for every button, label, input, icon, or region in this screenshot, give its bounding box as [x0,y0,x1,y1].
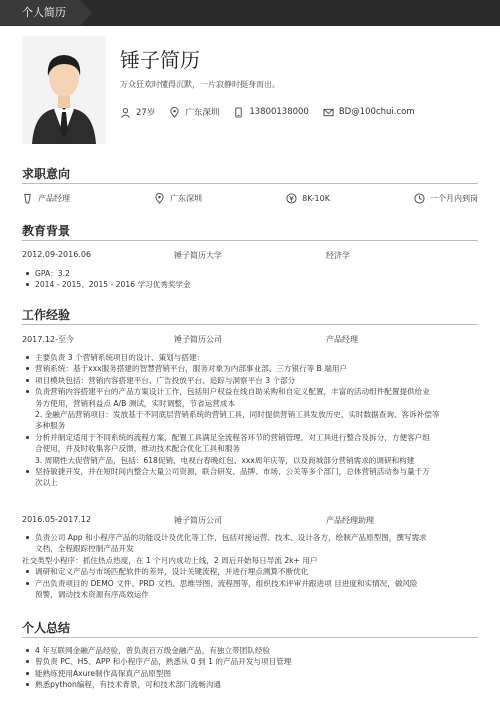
education-section-title: 教育背景 [22,224,71,238]
phone-item [233,107,309,118]
email-item [323,107,415,118]
list-item: 负责营销内容搭建平台的产品方案设计工作，包括用户权益在线自助采购和自定义配置，丰富的活动组件配置提供给业 [22,386,478,397]
intent-salary-text: 8K-10K [302,194,330,203]
money-icon [286,193,297,204]
work-section-title: 工作经验 [22,308,71,322]
profile-tagline: 万众狂欢时懂得沉默，一片寂静时挺身而出。 [120,80,280,89]
job-role: 产品经理 [326,335,358,344]
list-item: 合使用，并及时收集客户反馈，推动技术配合优化工具和服务 [35,444,241,454]
divider [22,183,478,184]
age-text: 27岁 [136,108,156,118]
intent-position [22,193,70,204]
list-item: 坚持敏捷开发，并在短时间内整合大量公司资源，联合研发、品牌、市场、公关等多个部门，总体营销活动参与量千万 [22,466,478,477]
list-item: 产出负责项目的 DEMO 文件、PRD 文档、思维导图、流程图等，组织技术评审并跟进项 目进度和实情况，做风险 [22,578,478,589]
job-period: 2017.12-至今 [22,335,74,344]
list-item: 项目模块包括：营销内容搭建平台、广告投放平台、追踪与洞察平台 3 个部分 [22,375,478,386]
job-role: 产品经理助理 [326,516,374,525]
list-item: 次以上 [35,478,58,488]
list-item: 主要负责 3 个营销系统项目的设计、策划与搭建： [22,352,478,363]
header-label: 个人简历 [0,0,80,26]
job-period: 2016.05-2017.12 [22,515,92,524]
list-item: 务方使用，营销利益点 A/B 测试，实时调整，节省运营成本 [35,398,236,408]
person-icon [120,107,131,118]
job-company: 锤子简历公司 [174,516,222,525]
list-item: 预警，调动技术资源有序高效运作 [35,590,149,600]
education-period: 2012.09-2016.06 [22,250,92,259]
intent-city-text: 广东深圳 [170,194,203,203]
list-item: 曾负责 PC、H5、APP 和小程序产品，熟悉从 0 到 1 的产品开发与项目管理 [22,656,478,667]
intent-row [22,193,478,204]
clock-icon [414,193,425,204]
list-item: 熟悉python编程，有技术背景，可和技术部门流畅沟通 [22,679,478,690]
location-icon [154,193,165,204]
profile-name: 锤子简历 [120,48,200,72]
divider [22,324,478,325]
job-list [22,532,478,600]
intent-salary [286,193,330,204]
list-item: 2. 金融产品营销项目：发放基于不同底层营销系统的营销工具，同时提供营销工具发放历史、实时数据查询、客诉补偿等 [35,410,440,420]
education-major: 经济学 [326,251,350,260]
location-icon [169,107,180,118]
list-item: 多种服务 [35,421,66,431]
education-school: 锤子简历大学 [174,251,222,260]
list-item: 社交类型小程序：抓住热点热度，在 1 个月内成功上线，2 周后开始每日导流 2k+ 用户 [22,555,318,565]
email-text: BD@100chui.com [338,107,415,117]
list-item: 营销系统：基于xxx服务搭建的智慧营销平台，服务对象为内部事业部、三方银行等 B 端用户 [22,363,478,374]
list-item: 4 年互联网金融产品经验，曾负责百万级金融产品，有独立带团队经验 [22,645,478,656]
list-item: 文档，全程跟踪控制产品开发 [35,544,134,554]
education-list [22,268,478,291]
city-item [169,106,219,118]
phone-icon [233,107,244,118]
divider [22,637,478,638]
top-bar [0,0,500,26]
list-item: 分析并制定适用于不同系统的流程方案，配置工具满足全流程各环节的营销管理，对工具进行整合及拆分，方便客户组 [22,432,478,443]
job-company: 锤子简历公司 [174,335,222,344]
intent-onboard [414,193,478,204]
briefcase-icon [22,193,33,204]
intent-section-title: 求职意向 [22,167,71,181]
contact-row [120,106,429,118]
avatar [22,36,106,144]
intent-position-text: 产品经理 [38,194,70,203]
summary-section-title: 个人总结 [22,621,71,635]
list-item: GPA：3.2 [22,268,478,279]
list-item: 2014 - 2015、2015 - 2016 学习优秀奖学金 [22,279,478,290]
summary-list [22,645,478,691]
job-list [22,352,478,489]
intent-city [154,193,202,204]
phone-text: 13800138000 [249,107,309,117]
list-item: 调研和定义产品与市场匹配软件的差异，设计关键流程，并进行埋点测算不断优化 [22,566,478,577]
age-item [120,106,155,118]
list-item: 能熟练使用Axure制作高保真产品原型图 [22,668,478,679]
intent-onboard-text: 一个月内到岗 [430,194,478,203]
city-text: 广东深圳 [185,108,220,118]
divider [22,240,478,241]
list-item: 3. 周期性大促营销产品，包括：618促销、电视台春晚红包、xxx周年庆等，以及商城部分营销需求的调研和构建 [35,455,415,465]
email-icon [323,107,334,118]
list-item: 负责公司 App 和小程序产品的功能设计及优化等工作，包括对接运营、技术、设计各方，绘制产品原型图，撰写需求 [22,532,478,543]
